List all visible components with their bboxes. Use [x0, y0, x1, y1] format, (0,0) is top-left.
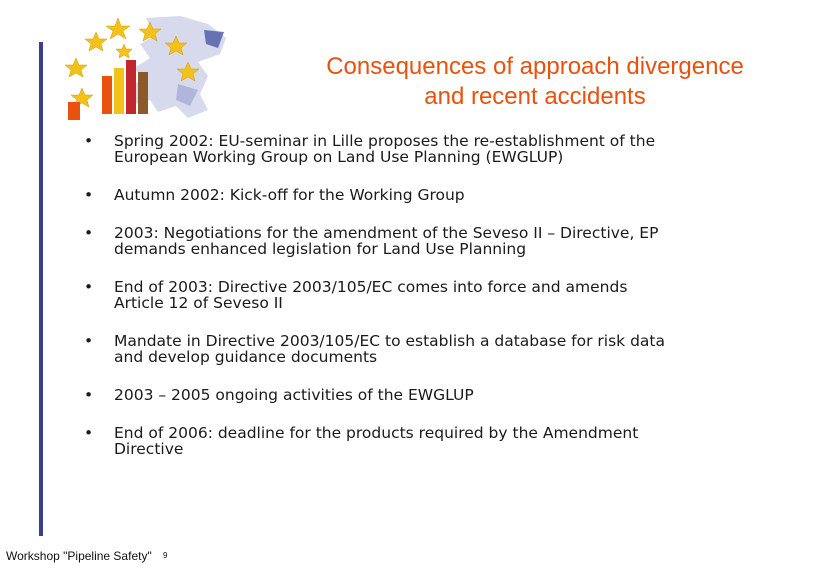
- eu-map-stars-logo: [58, 14, 238, 126]
- bullet-icon: •: [84, 386, 94, 404]
- bullet-icon: •: [84, 424, 94, 442]
- bullet-icon: •: [84, 278, 94, 296]
- bullet-icon: •: [84, 332, 94, 350]
- slide-title-line-2: and recent accidents: [424, 83, 646, 110]
- footer-label: Workshop "Pipeline Safety": [6, 549, 152, 563]
- page-number: 9: [163, 551, 168, 560]
- bullet-text: Autumn 2002: Kick-off for the Working Group: [114, 186, 465, 204]
- slide-title-line-1: Consequences of approach divergence: [326, 53, 744, 80]
- bullet-icon: •: [84, 224, 94, 242]
- bullet-text: Spring 2002: EU-seminar in Lille proposes the re-establishment of the European Working Group on Land Use Planning (EWGLUP): [114, 132, 656, 166]
- left-accent-rule: [39, 42, 43, 536]
- bullet-text: End of 2003: Directive 2003/105/EC comes into force and amends Article 12 of Seveso II: [114, 278, 628, 312]
- bullet-icon: •: [84, 132, 94, 150]
- bullet-text: 2003 – 2005 ongoing activities of the EWGLUP: [114, 386, 474, 404]
- bullet-icon: •: [84, 186, 94, 204]
- bullet-text: 2003: Negotiations for the amendment of the Seveso II – Directive, EP demands enhanced legislation for Land Use Planning: [114, 224, 659, 258]
- slide-title: [270, 52, 800, 112]
- slide-footer: [0, 546, 180, 570]
- bullet-text: Mandate in Directive 2003/105/EC to establish a database for risk data and develop guidance documents: [114, 332, 665, 366]
- bullet-text: End of 2006: deadline for the products required by the Amendment Directive: [114, 424, 639, 458]
